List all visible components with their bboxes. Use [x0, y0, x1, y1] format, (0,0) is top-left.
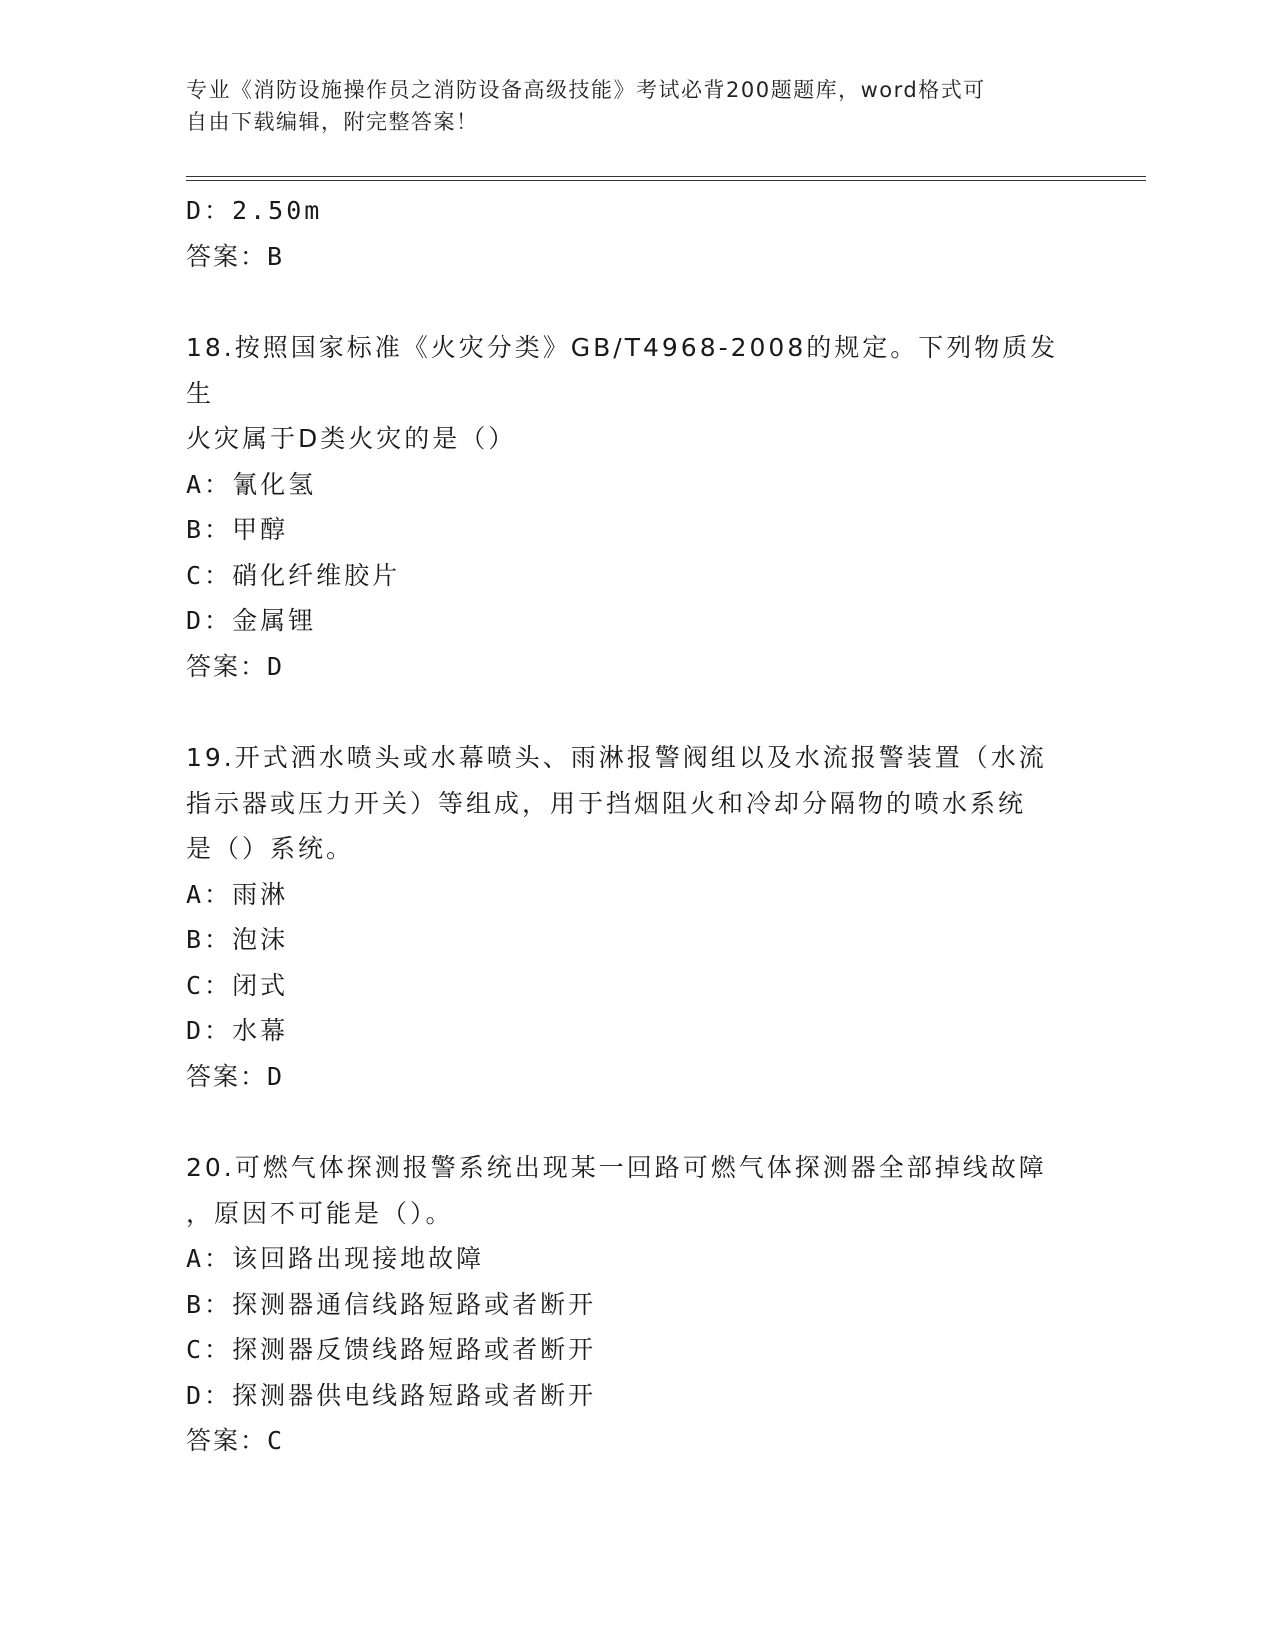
- question-20: [186, 1145, 1066, 1464]
- option-d-text: 水幕: [232, 1016, 289, 1045]
- header-divider-top: [186, 176, 1146, 177]
- header-line-1: 专业《消防设施操作员之消防设备高级技能》考试必背200题题库，word格式可: [186, 78, 986, 102]
- spacer: [186, 689, 1066, 735]
- question-text-line-1: 19.开式洒水喷头或水幕喷头、雨淋报警阀组以及水流报警装置（水流: [186, 743, 1047, 772]
- question-18: [186, 325, 1066, 689]
- answer-label: 答案：: [186, 651, 268, 681]
- header-divider-bottom: [186, 180, 1146, 181]
- question-answer: [186, 644, 1066, 690]
- answer-label: 答案：: [186, 1061, 268, 1091]
- answer-value: C: [267, 1426, 285, 1455]
- option-c-key: C：: [186, 560, 233, 590]
- option-d-text: 探测器供电线路短路或者断开: [232, 1380, 597, 1410]
- option-b: [186, 1282, 1066, 1328]
- document-header: [186, 74, 1066, 138]
- question-19: [186, 735, 1066, 1099]
- option-d-text: 金属锂: [232, 606, 317, 635]
- option-b-key: B：: [186, 925, 233, 954]
- option-d: [186, 598, 1066, 644]
- question-text-line-3: 是（）系统。: [186, 834, 355, 863]
- question-text-line-2: 指示器或压力开关）等组成，用于挡烟阻火和冷却分隔物的喷水系统: [186, 788, 1027, 818]
- question-text-line-1: 18.按照国家标准《火灾分类》GB/T4968-2008的规定。下列物质发生: [186, 333, 1059, 408]
- option-b-key: B：: [186, 1289, 233, 1319]
- option-b: [186, 917, 1066, 963]
- spacer: [186, 279, 1066, 325]
- option-a: [186, 462, 1066, 508]
- spacer: [186, 1099, 1066, 1145]
- answer-value: D: [267, 651, 285, 681]
- option-c-key: C：: [186, 1335, 233, 1364]
- option-a-text: 氰化氢: [232, 469, 317, 499]
- continued-option-d: D：2.50m: [186, 196, 323, 225]
- option-a-key: A：: [186, 1244, 233, 1273]
- option-d-key: D：: [186, 606, 233, 635]
- option-d-key: D：: [186, 1380, 233, 1410]
- option-c: [186, 1327, 1066, 1373]
- answer-label: 答案：: [186, 241, 268, 271]
- option-c-text: 探测器反馈线路短路或者断开: [232, 1335, 597, 1364]
- question-text-line-2: ，原因不可能是（）。: [186, 1198, 454, 1228]
- header-line-2: 自由下载编辑，附完整答案！: [186, 110, 479, 134]
- option-a-key: A：: [186, 469, 233, 499]
- option-a: [186, 1236, 1066, 1282]
- option-d: [186, 1008, 1066, 1054]
- option-c: [186, 553, 1066, 599]
- option-c-key: C：: [186, 970, 233, 1000]
- document-body: [186, 188, 1066, 1464]
- option-b-key: B：: [186, 515, 233, 544]
- answer-value: D: [267, 1061, 285, 1091]
- answer-label: 答案：: [186, 1426, 268, 1455]
- answer-value: B: [267, 241, 285, 271]
- option-a-text: 雨淋: [232, 879, 289, 909]
- continued-answer: [186, 234, 1066, 280]
- option-c: [186, 963, 1066, 1009]
- question-text-line-2: 火灾属于D类火灾的是（）: [186, 424, 517, 453]
- option-b-text: 甲醇: [232, 515, 289, 544]
- option-b-text: 泡沫: [232, 925, 289, 954]
- option-c-text: 硝化纤维胶片: [232, 560, 401, 590]
- option-c-text: 闭式: [232, 970, 289, 1000]
- option-a-text: 该回路出现接地故障: [232, 1244, 485, 1273]
- question-answer: [186, 1054, 1066, 1100]
- option-d: [186, 1373, 1066, 1419]
- option-a: [186, 872, 1066, 918]
- question-answer: [186, 1418, 1066, 1464]
- option-b: [186, 507, 1066, 553]
- option-d-key: D：: [186, 1016, 233, 1045]
- option-b-text: 探测器通信线路短路或者断开: [232, 1289, 597, 1319]
- question-text-line-1: 20.可燃气体探测报警系统出现某一回路可燃气体探测器全部掉线故障: [186, 1153, 1047, 1182]
- option-a-key: A：: [186, 879, 233, 909]
